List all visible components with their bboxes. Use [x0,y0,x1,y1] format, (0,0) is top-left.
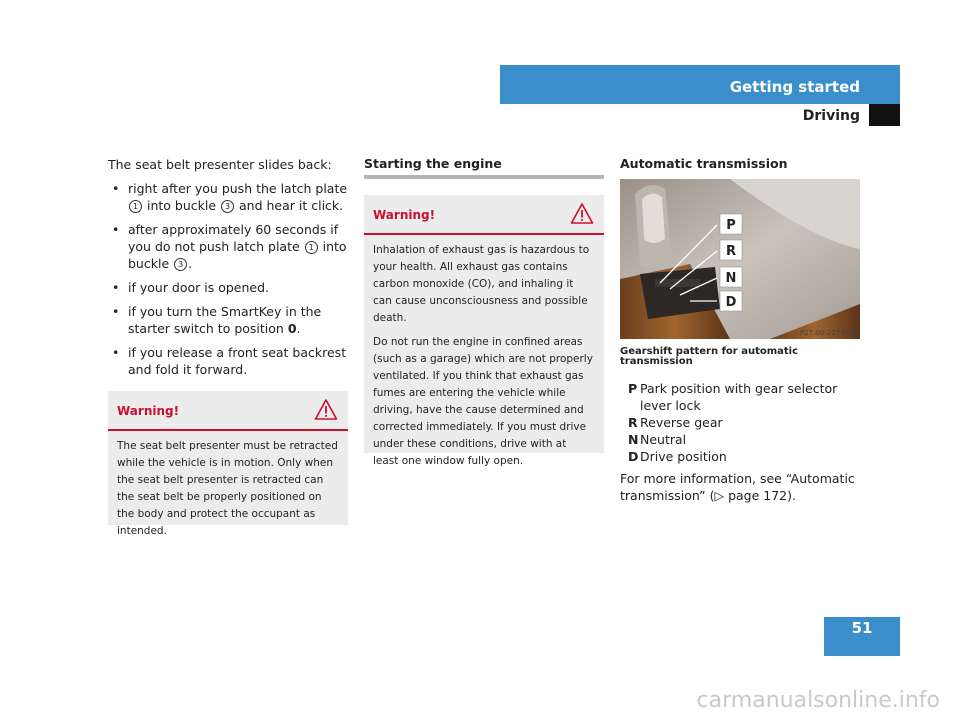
circled-number: 1 [305,241,318,254]
intro-text: The seat belt presenter slides back: [108,157,332,172]
warning-box [364,195,604,467]
gear-legend [628,380,868,465]
gear-label-d: D [725,295,737,310]
gear-label-r: R [725,244,737,259]
legend-row: R Reverse gear [628,415,723,430]
list-item: • if your door is opened. [112,280,270,295]
legend-row: N Neutral [628,432,687,447]
warning-label: Warning! [117,404,180,418]
gear-label-p: P [726,218,736,233]
legend-row: P Park position with gear selector lever lock [628,381,838,413]
circled-number: 1 [129,200,142,213]
header-marker [869,104,900,126]
circled-number: 3 [174,258,187,271]
section-title: Getting started [729,78,860,96]
list-item: • if you turn the SmartKey in the starter switch to position 0. [112,304,322,336]
warning-text: The seat belt presenter must be retracted while the vehicle is in motion. Only when the seat belt presenter is retracted can the seat belt be properly positioned on the body and protect the occupant as intended. [117,440,338,537]
transmission-section-title: Automatic transmission [620,156,788,171]
list-item: • right after you push the latch plate 1 into buckle 3 and hear it click. [112,181,348,213]
list-item: • if you release a front seat backrest and fold it forward. [112,345,347,377]
circled-number: 3 [221,200,234,213]
bullet-dot: • [112,280,120,295]
gearshift-photo [620,179,860,339]
page-number: 51 [824,617,900,656]
more-info-text: For more information, see “Automatic transmission” (▷ page 172). [620,471,855,503]
photo-caption: Gearshift pattern for automatic transmission [620,346,799,367]
bullet-dot: • [112,222,120,237]
legend-row: D Drive position [628,449,727,464]
watermark: carmanualsonline.info [696,688,940,713]
warning-text: Do not run the engine in confined areas (such as a garage) which are not properly ventilated. If you think that exhaust gas fumes are entering the vehicle while driving, have the cause determined and corrected immediately. If you must drive under these conditions, drive with at least one window fully open. [373,336,593,467]
bullet-dot: • [112,345,120,360]
bullet-dot: • [112,181,120,196]
warning-box [108,391,348,537]
warning-triangle-icon [570,202,594,226]
section-divider [364,175,604,179]
subsection-title: Driving [802,108,860,124]
warning-text: Inhalation of exhaust gas is hazardous to your health. All exhaust gas contains carbon monoxide (CO), and inhaling it can cause unconsciousness and possible death. [373,244,590,324]
warning-label: Warning! [373,208,436,222]
warning-triangle-icon [314,398,338,422]
bullet-list [108,180,353,385]
list-item: • after approximately 60 seconds if you do not push latch plate 1 into buckle 3 . [112,222,347,271]
engine-section-title: Starting the engine [364,156,502,171]
photo-code: P27.00-2273-31 [799,329,856,337]
gear-label-n: N [725,271,737,286]
bullet-dot: • [112,304,120,319]
